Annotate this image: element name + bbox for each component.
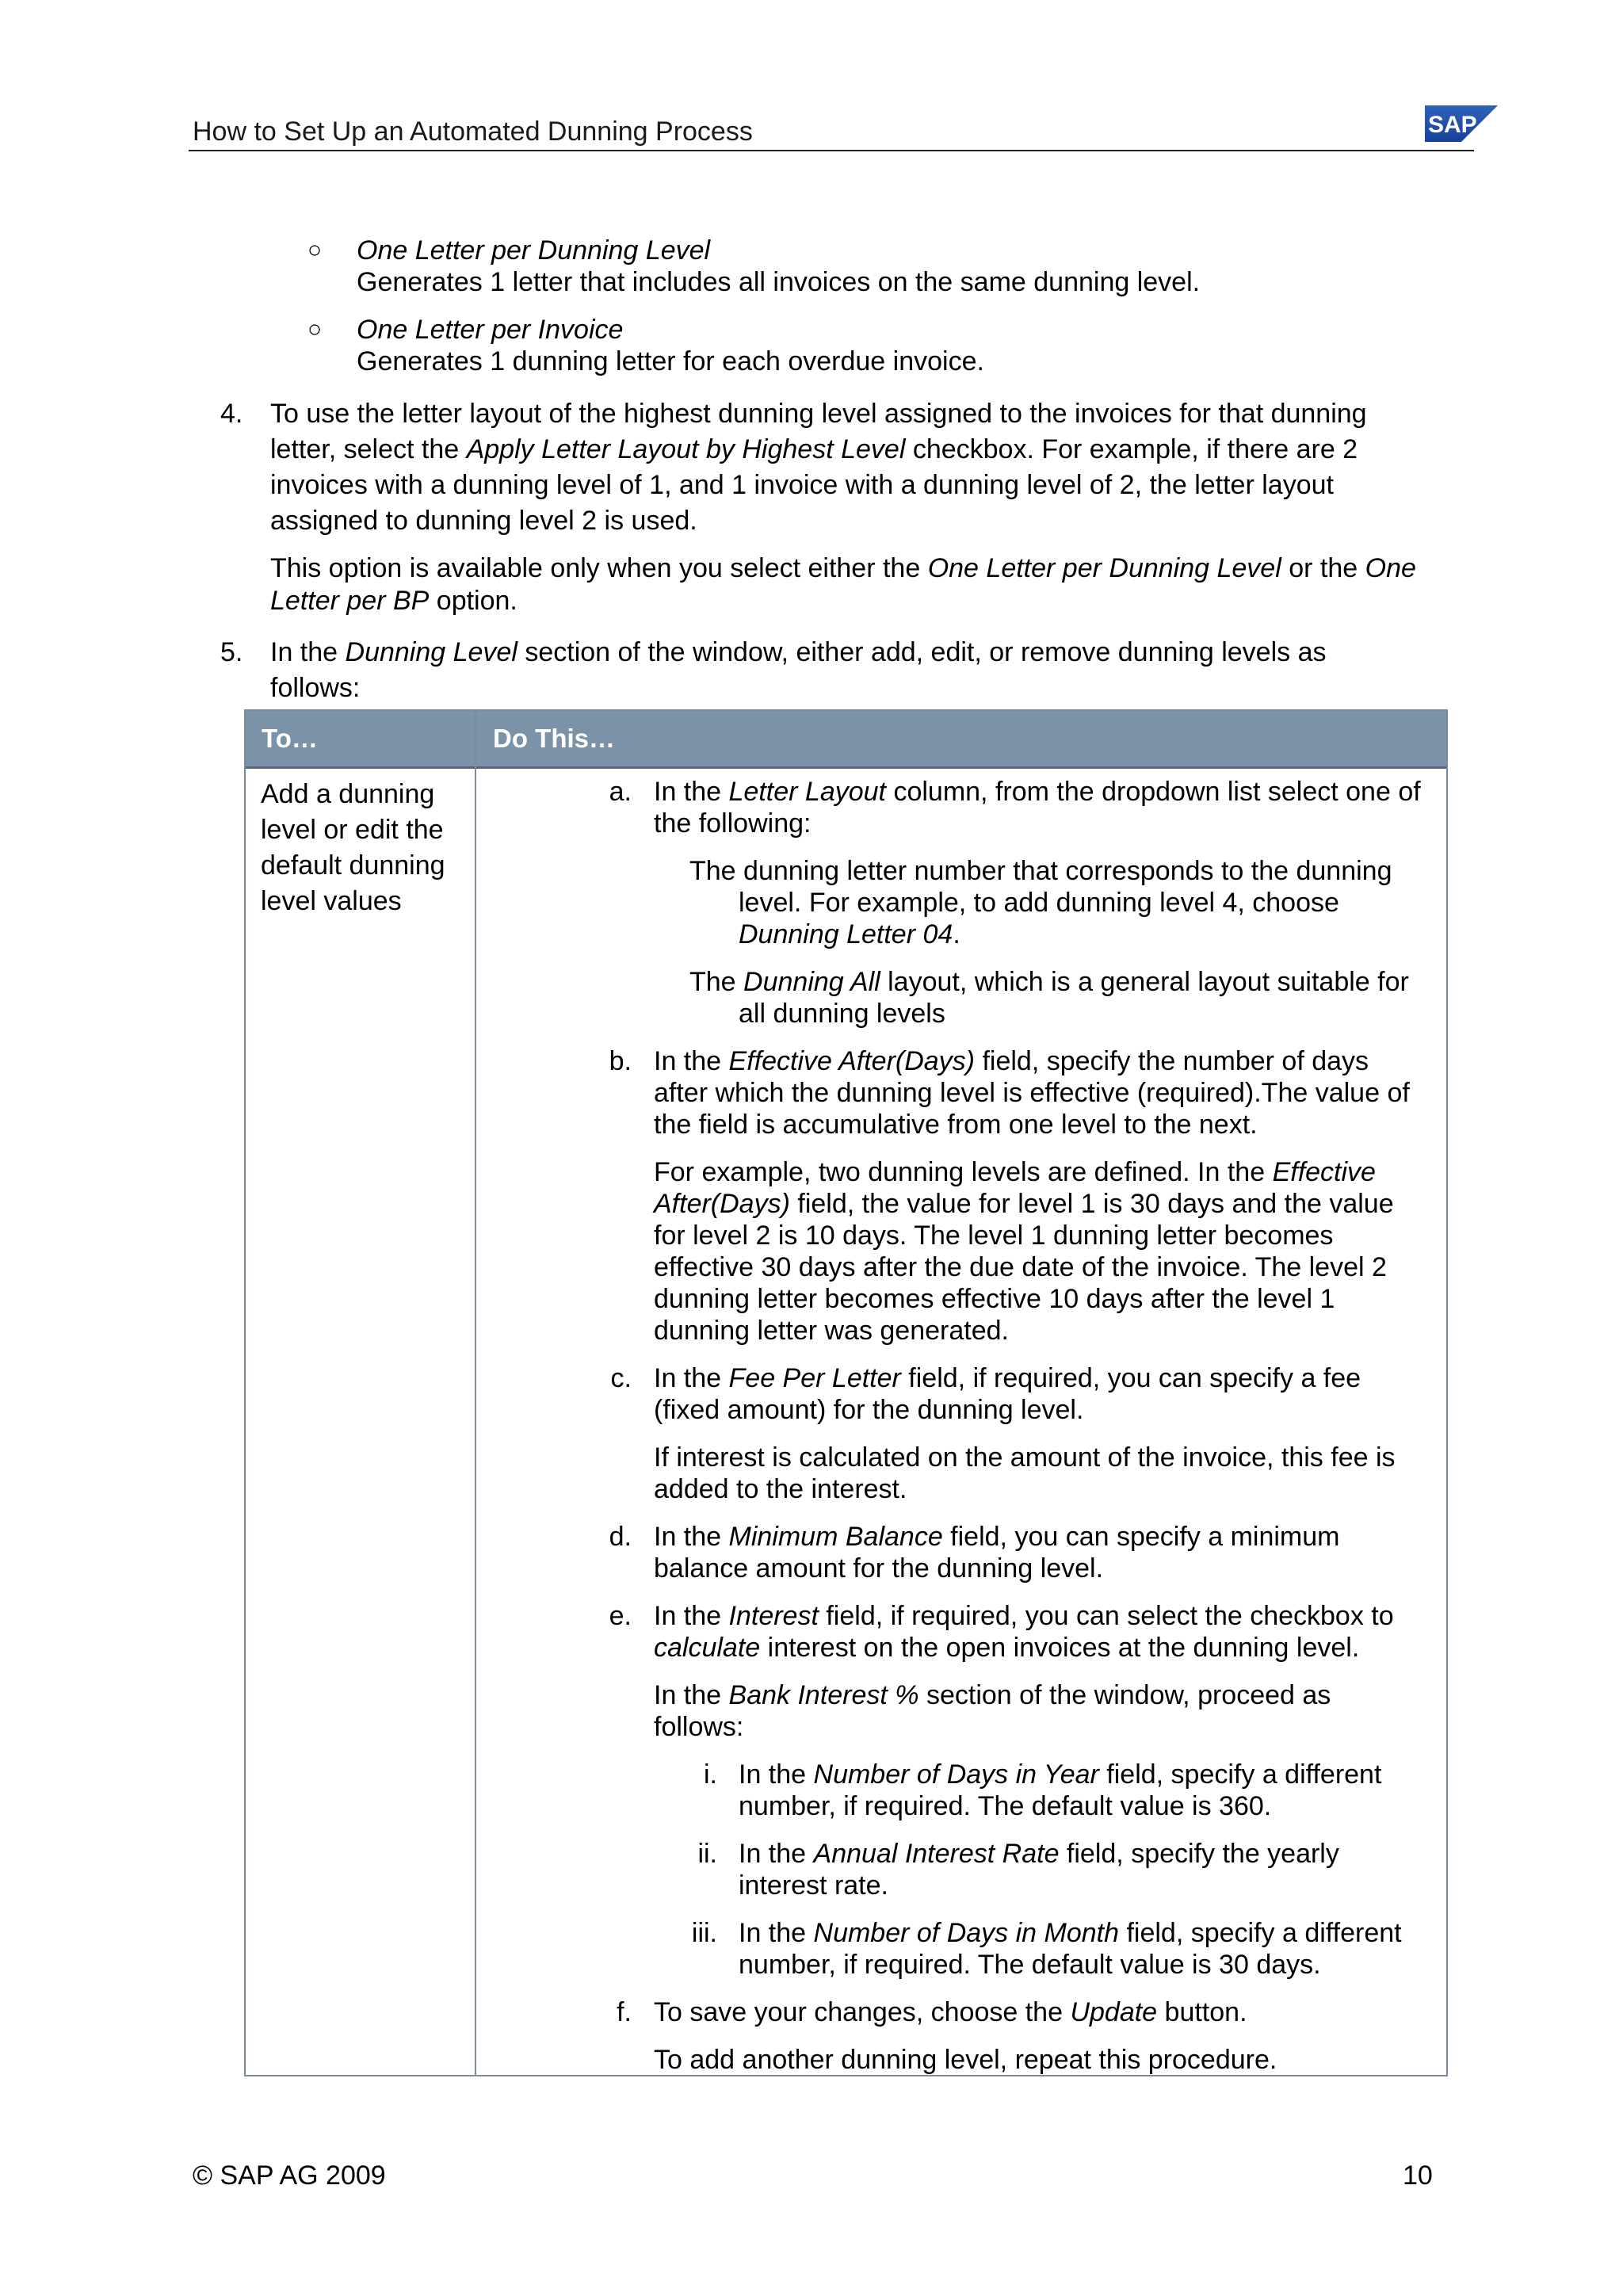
item-c-line: In the Fee Per Letter field, if required, you can specify a fee — [654, 1363, 1361, 1393]
sub-item-line: In the Number of Days in Month field, specify a different — [739, 1918, 1402, 1948]
item-d-line: In the Minimum Balance field, you can specify a minimum — [654, 1522, 1340, 1552]
item-a-sub: The dunning letter number that corresponds to the dunning — [689, 856, 1392, 886]
circle-bullet-icon: ○ — [307, 237, 323, 263]
item-label: e. — [609, 1601, 632, 1631]
item-a-sub: The Dunning All layout, which is a general layout suitable for — [689, 967, 1409, 997]
column-divider — [475, 711, 476, 2075]
item-b-line: In the Effective After(Days) field, specify the number of days — [654, 1046, 1369, 1076]
item-c-note: If interest is calculated on the amount of the invoice, this fee is — [654, 1442, 1396, 1473]
sub-item-line: interest rate. — [739, 1870, 888, 1901]
sub-item-label: i. — [704, 1759, 717, 1790]
item-f-line: To save your changes, choose the Update button. — [654, 1997, 1247, 2027]
sap-logo — [1425, 105, 1498, 145]
item-b-example: effective 30 days after the due date of the invoice. The level 2 — [654, 1252, 1387, 1282]
footer-copyright: © SAP AG 2009 — [193, 2160, 386, 2191]
column-header-to: To… — [262, 724, 318, 753]
sap-logo-text: SAP — [1428, 112, 1477, 138]
left-cell-line: level or edit the — [261, 815, 444, 845]
item-a-line: the following: — [654, 808, 812, 839]
left-cell-line: default dunning — [261, 850, 445, 881]
item-label: f. — [617, 1997, 632, 2027]
bullet-title: One Letter per Dunning Level — [357, 235, 711, 266]
column-header-do-this: Do This… — [493, 724, 615, 753]
item-c-note: added to the interest. — [654, 1474, 907, 1504]
item-b-example: After(Days) field, the value for level 1 is 30 days and the value — [654, 1189, 1394, 1219]
item-label: b. — [609, 1046, 632, 1076]
item-b-line: after which the dunning level is effective (required).The value of — [654, 1078, 1410, 1108]
sub-item-line: In the Annual Interest Rate field, specify the yearly — [739, 1839, 1339, 1869]
item-e-note: follows: — [654, 1712, 744, 1742]
bullet-desc: Generates 1 letter that includes all invoices on the same dunning level. — [357, 267, 1201, 297]
item-e-note: In the Bank Interest % section of the window, proceed as — [654, 1680, 1331, 1710]
sub-item-label: ii. — [697, 1839, 717, 1869]
left-cell-line: level values — [261, 886, 402, 916]
item-label: d. — [609, 1522, 632, 1552]
step4-line: To use the letter layout of the highest dunning level assigned to the invoices for that dunning — [270, 399, 1367, 429]
footer-page-number: 10 — [1403, 2160, 1433, 2191]
step5-line: In the Dunning Level section of the window, either add, edit, or remove dunning levels as — [270, 637, 1327, 667]
item-label: c. — [610, 1363, 632, 1393]
step4-note: This option is available only when you select either the One Letter per Dunning Level or the One — [270, 553, 1416, 583]
table-header — [246, 711, 1446, 769]
step4-note: Letter per BP option. — [270, 586, 517, 616]
item-a-sub: level. For example, to add dunning level 4, choose — [739, 888, 1339, 918]
item-a-sub: Dunning Letter 04. — [739, 919, 960, 949]
header-title: How to Set Up an Automated Dunning Process — [193, 117, 753, 147]
step4-line: invoices with a dunning level of 1, and 1 invoice with a dunning level of 2, the letter layout — [270, 470, 1334, 500]
item-b-example: For example, two dunning levels are defined. In the Effective — [654, 1157, 1376, 1187]
bullet-desc: Generates 1 dunning letter for each overdue invoice. — [357, 346, 984, 376]
item-b-example: for level 2 is 10 days. The level 1 dunning letter becomes — [654, 1221, 1334, 1251]
item-a-line: In the Letter Layout column, from the dropdown list select one of — [654, 777, 1421, 807]
item-label: a. — [609, 777, 632, 807]
step-number: 5. — [220, 637, 243, 667]
sub-item-line: number, if required. The default value is 360. — [739, 1791, 1272, 1821]
sub-item-line: In the Number of Days in Year field, specify a different — [739, 1759, 1382, 1790]
step-number: 4. — [220, 399, 243, 429]
circle-bullet-icon: ○ — [307, 316, 323, 342]
left-cell-line: Add a dunning — [261, 779, 435, 809]
dunning-table — [244, 709, 1448, 2076]
bullet-title: One Letter per Invoice — [357, 315, 624, 345]
item-b-line: the field is accumulative from one level to the next. — [654, 1110, 1258, 1140]
sub-item-label: iii. — [691, 1918, 717, 1948]
item-c-line: (fixed amount) for the dunning level. — [654, 1395, 1084, 1425]
item-a-sub: all dunning levels — [739, 999, 945, 1029]
item-b-example: dunning letter becomes effective 10 days after the level 1 — [654, 1284, 1335, 1314]
item-d-line: balance amount for the dunning level. — [654, 1553, 1104, 1584]
item-e-line: calculate interest on the open invoices at the dunning level. — [654, 1633, 1360, 1663]
item-f-note: To add another dunning level, repeat this procedure. — [654, 2045, 1277, 2075]
item-e-line: In the Interest field, if required, you can select the checkbox to — [654, 1601, 1394, 1631]
item-b-example: dunning letter was generated. — [654, 1316, 1009, 1346]
step4-line: assigned to dunning level 2 is used. — [270, 506, 697, 536]
header-rule — [189, 150, 1474, 151]
sub-item-line: number, if required. The default value is 30 days. — [739, 1950, 1321, 1980]
step4-line: letter, select the Apply Letter Layout by Highest Level checkbox. For example, if there are 2 — [270, 434, 1358, 464]
step5-line: follows: — [270, 673, 361, 703]
